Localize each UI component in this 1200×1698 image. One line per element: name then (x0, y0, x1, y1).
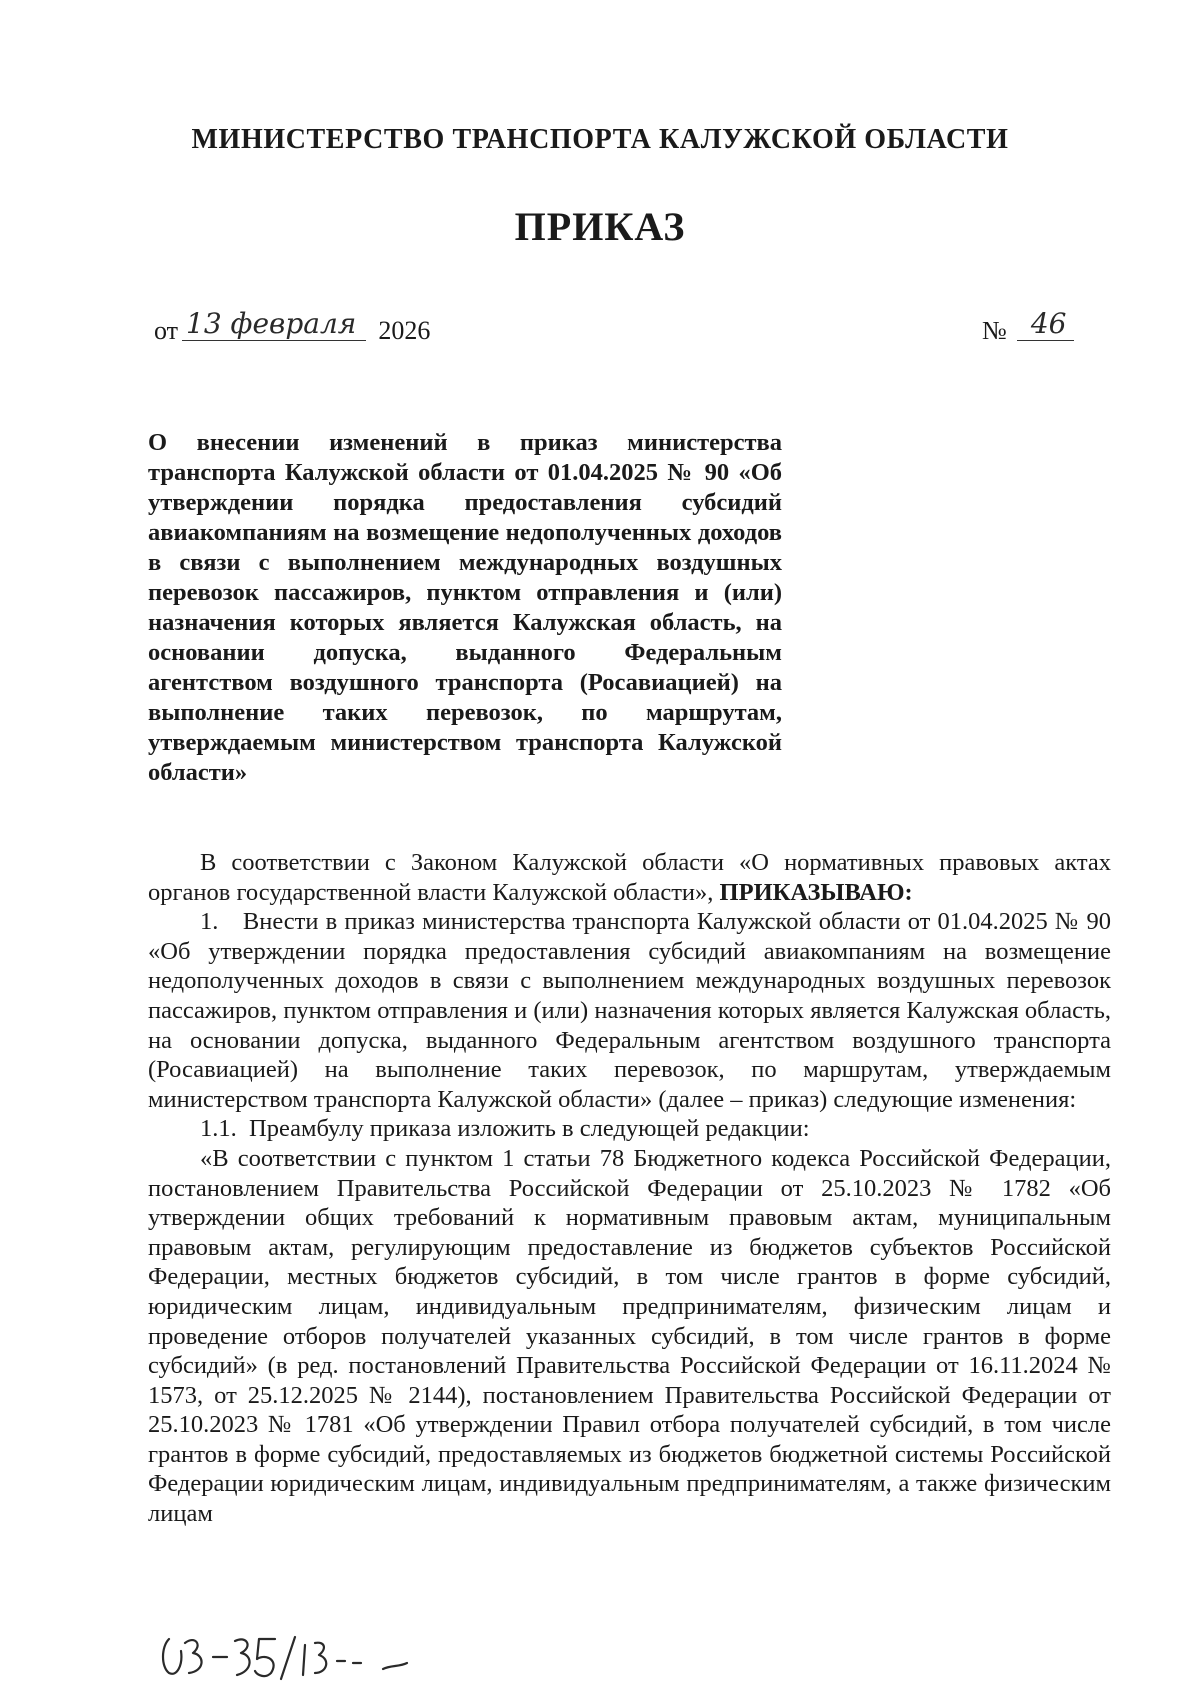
order-word: ПРИКАЗЫВАЮ: (719, 878, 913, 906)
ministry-heading: МИНИСТЕРСТВО ТРАНСПОРТА КАЛУЖСКОЙ ОБЛАСТИ (191, 124, 1009, 155)
handwritten-date: 13 февраля (182, 307, 366, 341)
document-body (148, 848, 1111, 1529)
preamble-paragraph (148, 848, 1111, 907)
document-title: ПРИКАЗ (514, 204, 686, 249)
handwritten-number: 46 (1017, 307, 1075, 341)
item-1-1-paragraph: 1.1. Преамбулу приказа изложить в следующей редакции: (200, 1115, 810, 1143)
preamble-text: В соответствии с Законом Калужской области «О нормативных правовых актах органов государственной власти Калужской области», (148, 849, 1111, 906)
subject-block: О внесении изменений в приказ министерства транспорта Калужской области от 01.04.2025 № 90 «Об утверждении порядка предоставления субсидий авиакомпаниям на возмещение недополученных доходов в связи с выполнением международных воздушных перевозок пассажиров, пунктом отправления и (или) назначения которых является Калужская область, на основании допуска, выданного Федеральным агентством воздушного транспорта (Росавиацией) на выполнение таких перевозок, по маршрутам, утверждаемым министерством транспорта Калужской области» (148, 429, 782, 786)
handwritten-registration-mark (155, 1625, 425, 1685)
number-line (982, 307, 1074, 347)
quote-paragraph: «В соответствии с пунктом 1 статьи 78 Бюджетного кодекса Российской Федерации, постановлением Правительства Российской Федерации от 25.10.2023 № 1782 «Об утверждении общих требований к нормативным правовым актам, муниципальным правовым актам, регулирующим предоставление из бюджетов субъектов Российской Федерации, местных бюджетов субсидий, в том числе грантов в форме субсидий, юридическим лицам, индивидуальным предпринимателям, физическим лицам и проведение отборов получателей указанных субсидий, в том числе грантов в форме субсидий» (в ред. постановлений Правительства Российской Федерации от 16.11.2024 № 1573, от 25.12.2025 № 2144), постановлением Правительства Российской Федерации от 25.10.2023 № 1781 «Об утверждении Правил отбора получателей субсидий, в том числе грантов в форме субсидий, предоставляемых из бюджетов бюджетной системы Российской Федерации юридическим лицам, индивидуальным предпринимателям, а также физическим лицам (148, 1144, 1111, 1528)
number-sign: № (982, 316, 1007, 345)
date-prefix: от (154, 316, 179, 345)
date-line (154, 307, 431, 347)
date-year: 2026 (378, 316, 431, 345)
item-1-paragraph: 1. Внести в приказ министерства транспорта Калужской области от 01.04.2025 № 90 «Об утверждении порядка предоставления субсидий авиакомпаниям на возмещение недополученных доходов в связи с выполнением международных воздушных перевозок пассажиров, пунктом отправления и (или) назначения которых является Калужская область, на основании допуска, выданного Федеральным агентством воздушного транспорта (Росавиацией) на выполнение таких перевозок, по маршрутам, утверждаемым министерством транспорта Калужской области» (далее – приказ) следующие изменения: (148, 908, 1111, 1113)
